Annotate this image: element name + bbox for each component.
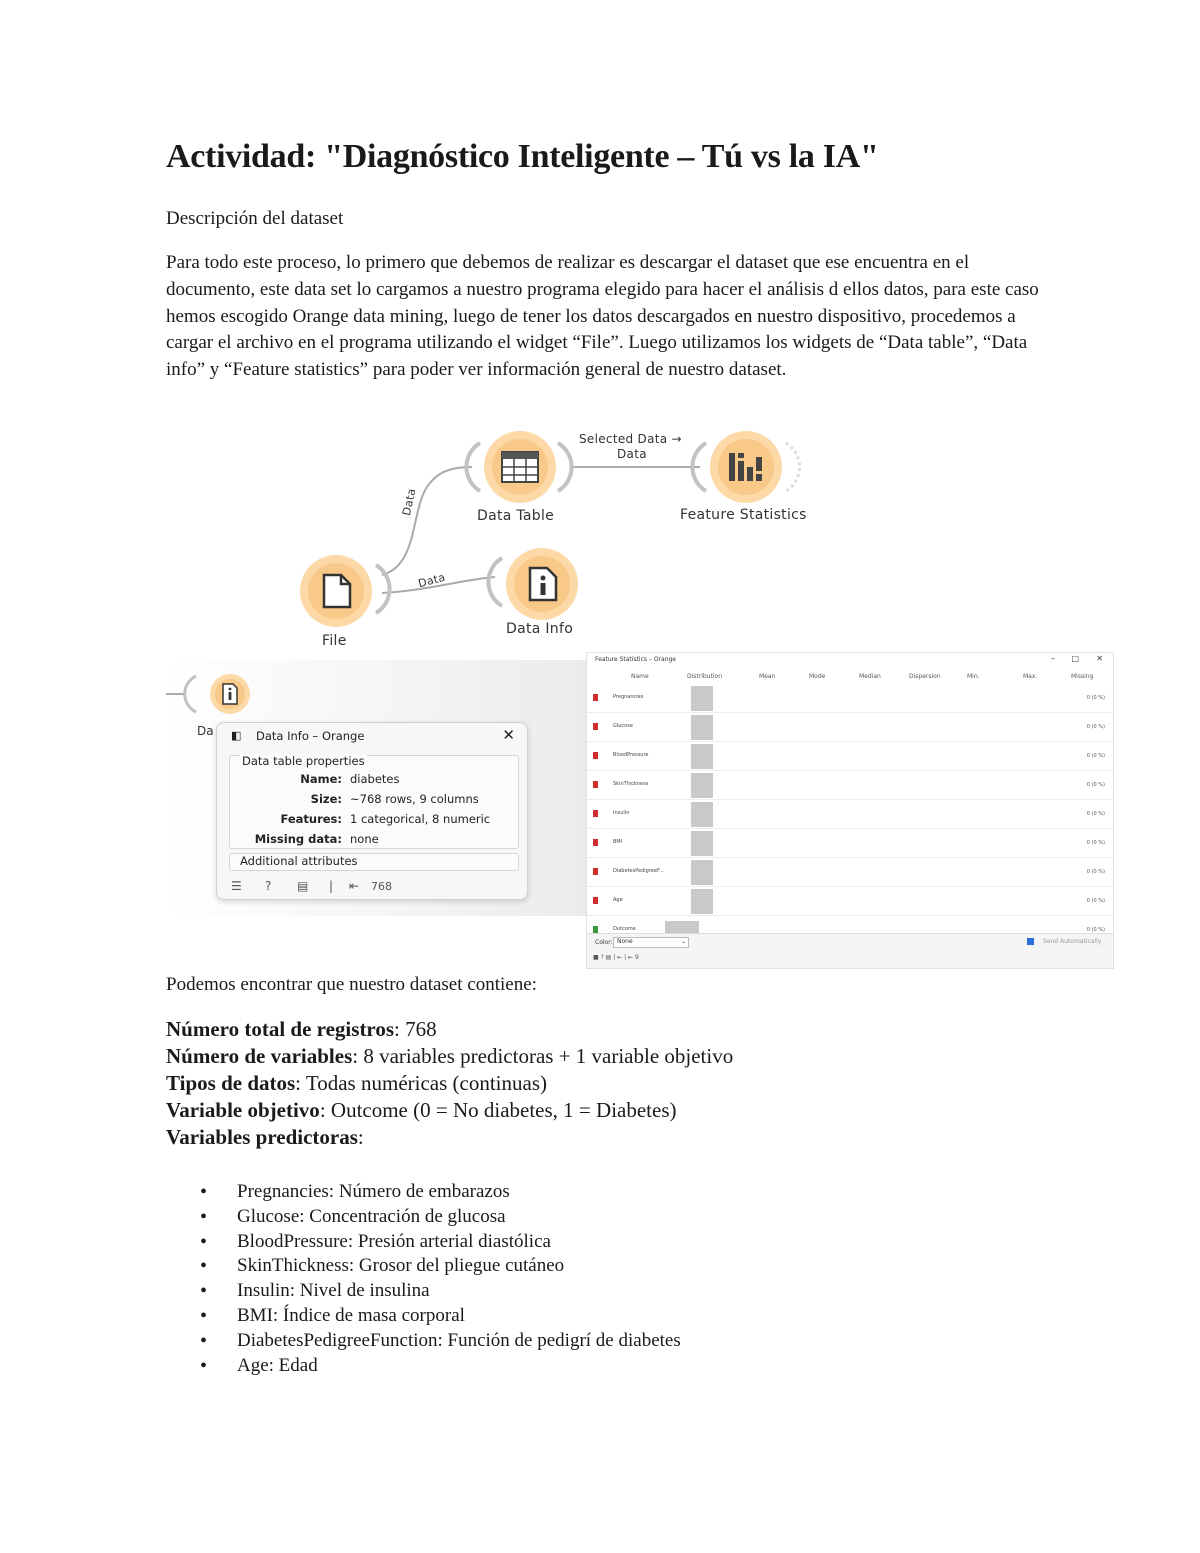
- list-item: • Pregnancies: Número de embarazos: [200, 1180, 681, 1205]
- data-table-node[interactable]: [484, 431, 556, 503]
- list-item: • DiabetesPedigreeFunction: Función de pedigrí de diabetes: [200, 1329, 681, 1354]
- feature-statistics-node[interactable]: [710, 431, 782, 503]
- features-label: Features:: [280, 812, 342, 826]
- list-item: • Glucose: Concentración de glucosa: [200, 1205, 681, 1230]
- name-label: Name:: [300, 772, 342, 786]
- missing-value: none: [350, 832, 379, 846]
- col-mode[interactable]: Mode: [809, 673, 826, 680]
- fact-types: Tipos de datos: Todas numéricas (continuas): [166, 1071, 547, 1095]
- minimize-icon[interactable]: –: [1051, 654, 1055, 663]
- info-icon: [528, 566, 558, 602]
- table-row[interactable]: [587, 886, 1113, 916]
- list-item: • Insulin: Nivel de insulina: [200, 1279, 681, 1304]
- missing-cell: 0 (0 %): [1086, 782, 1105, 788]
- variable-type-icon: [593, 752, 598, 759]
- variable-name: Insulin: [613, 810, 630, 816]
- data-info-label: Data Info: [506, 621, 574, 637]
- link-file-to-table: [382, 467, 472, 575]
- missing-cell: 0 (0 %): [1086, 869, 1105, 875]
- section-properties-title: Data table properties: [242, 754, 365, 768]
- window-app-icon: ◧: [231, 729, 242, 742]
- col-min[interactable]: Min.: [967, 673, 980, 680]
- link-label-table-stats-1: Selected Data →: [579, 432, 682, 446]
- list-item: • BloodPressure: Presión arterial diastólica: [200, 1230, 681, 1255]
- list-item: • BMI: Índice de masa corporal: [200, 1304, 681, 1329]
- file-label: File: [322, 633, 347, 649]
- link-label-file-table: Data: [400, 487, 419, 517]
- color-label: Color:: [595, 939, 613, 946]
- data-info-window: [216, 722, 528, 900]
- maximize-icon[interactable]: □: [1071, 654, 1079, 663]
- distribution-histogram: [691, 773, 713, 798]
- variable-name: BMI: [613, 839, 623, 845]
- bar-chart-icon: [727, 451, 767, 483]
- data-table-properties-box: [229, 755, 519, 849]
- fs-window-title: Feature Statistics – Orange: [595, 656, 676, 663]
- missing-cell: 0 (0 %): [1086, 927, 1105, 933]
- send-automatically-label: Send Automatically: [1043, 938, 1102, 945]
- feature-statistics-window: [586, 652, 1114, 969]
- chevron-down-icon: ⌄: [680, 938, 686, 945]
- link-label-table-stats-2: Data: [617, 447, 647, 461]
- color-select[interactable]: [613, 937, 689, 948]
- fact-target: Variable objetivo: Outcome (0 = No diabetes, 1 = Diabetes): [166, 1098, 677, 1122]
- distribution-histogram: [691, 831, 713, 856]
- status-count: 768: [371, 880, 392, 893]
- variable-type-icon: [593, 810, 598, 817]
- data-info-node-label-partial: Da: [197, 724, 214, 738]
- variable-name: BloodPressure: [613, 752, 649, 758]
- table-icon: [501, 451, 539, 483]
- data-info-window-title: Data Info – Orange: [256, 729, 365, 743]
- missing-cell: 0 (0 %): [1086, 840, 1105, 846]
- data-table-label: Data Table: [477, 508, 555, 524]
- status-bar: [231, 879, 511, 895]
- fs-status-icons: ■ ? ▤ | ⇤ | ⇤ 9: [593, 954, 639, 961]
- intro-paragraph: Para todo este proceso, lo primero que debemos de realizar es descargar el dataset que ese encuentra en el documento, este data set lo cargamos a nuestro programa elegido para hacer el análisis d ellos datos, para este caso hemos escogido Orange data mining, luego de tener los datos descargados en nuestro dispositivo, procedemos a cargar el archivo en el programa utilizando el widget “File”. Luego utilizamos los widgets de “Data table”, “Data info” y “Feature statistics” para poder ver información general de nuestro dataset.: [166, 252, 1039, 381]
- send-automatically-checkbox[interactable]: [1027, 938, 1034, 945]
- section-subheading: Descripción del dataset: [166, 208, 344, 229]
- table-row[interactable]: [587, 770, 1113, 800]
- predictor-variable-list: [200, 1180, 681, 1378]
- table-row[interactable]: [587, 828, 1113, 858]
- data-info-node[interactable]: [506, 548, 578, 620]
- col-dispersion[interactable]: Dispersion: [909, 673, 941, 680]
- page-title: Actividad: "Diagnóstico Inteligente – Tú vs la IA": [166, 138, 879, 175]
- fact-variables: Número de variables: 8 variables predictoras + 1 variable objetivo: [166, 1044, 734, 1068]
- col-mean[interactable]: Mean: [759, 673, 776, 680]
- variable-type-icon: [593, 926, 598, 933]
- table-row[interactable]: [587, 683, 1113, 713]
- missing-cell: 0 (0 %): [1086, 811, 1105, 817]
- variable-name: Glucose: [613, 723, 633, 729]
- file-icon: [322, 573, 352, 609]
- variable-name: Outcome: [613, 926, 636, 932]
- section-additional-title: Additional attributes: [240, 854, 358, 868]
- link-label-file-info: Data: [416, 570, 447, 591]
- fact-records: Número total de registros: 768: [166, 1017, 437, 1041]
- list-item: • SkinThickness: Grosor del pliegue cutáneo: [200, 1254, 681, 1279]
- feature-statistics-label: Feature Statistics: [680, 507, 807, 523]
- missing-cell: 0 (0 %): [1086, 898, 1105, 904]
- list-item: • Age: Edad: [200, 1354, 681, 1379]
- distribution-histogram: [691, 686, 713, 711]
- table-row[interactable]: [587, 799, 1113, 829]
- missing-label: Missing data:: [254, 832, 342, 846]
- color-select-value: None: [617, 938, 633, 945]
- size-value: ~768 rows, 9 columns: [350, 792, 479, 806]
- variable-type-icon: [593, 694, 598, 701]
- variable-type-icon: [593, 781, 598, 788]
- variable-name: Pregnancies: [613, 694, 644, 700]
- lead-text: Podemos encontrar que nuestro dataset contiene:: [166, 974, 537, 995]
- size-label: Size:: [310, 792, 342, 806]
- distribution-histogram: [691, 802, 713, 827]
- variable-type-icon: [593, 839, 598, 846]
- table-row[interactable]: [587, 857, 1113, 887]
- table-row[interactable]: [587, 712, 1113, 742]
- menu-icon[interactable]: ☰: [231, 879, 242, 893]
- variable-name: Age: [613, 897, 623, 903]
- help-icon[interactable]: ?: [265, 879, 272, 893]
- variable-type-icon: [593, 868, 598, 875]
- variable-name: DiabetesPedigreeF...: [613, 868, 664, 874]
- distribution-histogram: [691, 889, 713, 914]
- divider: |: [329, 879, 334, 893]
- col-distribution[interactable]: Distribution: [687, 673, 723, 680]
- col-name[interactable]: Name: [631, 673, 649, 680]
- close-icon[interactable]: ✕: [1096, 654, 1103, 663]
- additional-attributes-box: [229, 853, 519, 871]
- missing-cell: 0 (0 %): [1086, 724, 1105, 730]
- distribution-histogram: [691, 860, 713, 885]
- distribution-histogram: [691, 715, 713, 740]
- variable-name: SkinThickness: [613, 781, 649, 787]
- fact-predictors: Variables predictoras:: [166, 1125, 364, 1149]
- fs-title-bar: [587, 653, 1113, 667]
- col-max[interactable]: Max.: [1023, 673, 1038, 680]
- table-row[interactable]: [587, 741, 1113, 771]
- col-median[interactable]: Median: [859, 673, 881, 680]
- file-node[interactable]: [300, 555, 372, 627]
- distribution-histogram: [691, 744, 713, 769]
- features-value: 1 categorical, 8 numeric: [350, 812, 491, 826]
- variable-type-icon: [593, 723, 598, 730]
- col-missing[interactable]: Missing: [1071, 673, 1094, 680]
- missing-cell: 0 (0 %): [1086, 695, 1105, 701]
- fs-footer: [587, 933, 1113, 968]
- report-icon[interactable]: ▤: [297, 879, 309, 893]
- input-icon: ⇤: [349, 879, 360, 893]
- close-icon[interactable]: ✕: [502, 726, 515, 744]
- dataset-facts: [166, 1016, 733, 1151]
- variable-type-icon: [593, 897, 598, 904]
- name-value: diabetes: [350, 772, 400, 786]
- missing-cell: 0 (0 %): [1086, 753, 1105, 759]
